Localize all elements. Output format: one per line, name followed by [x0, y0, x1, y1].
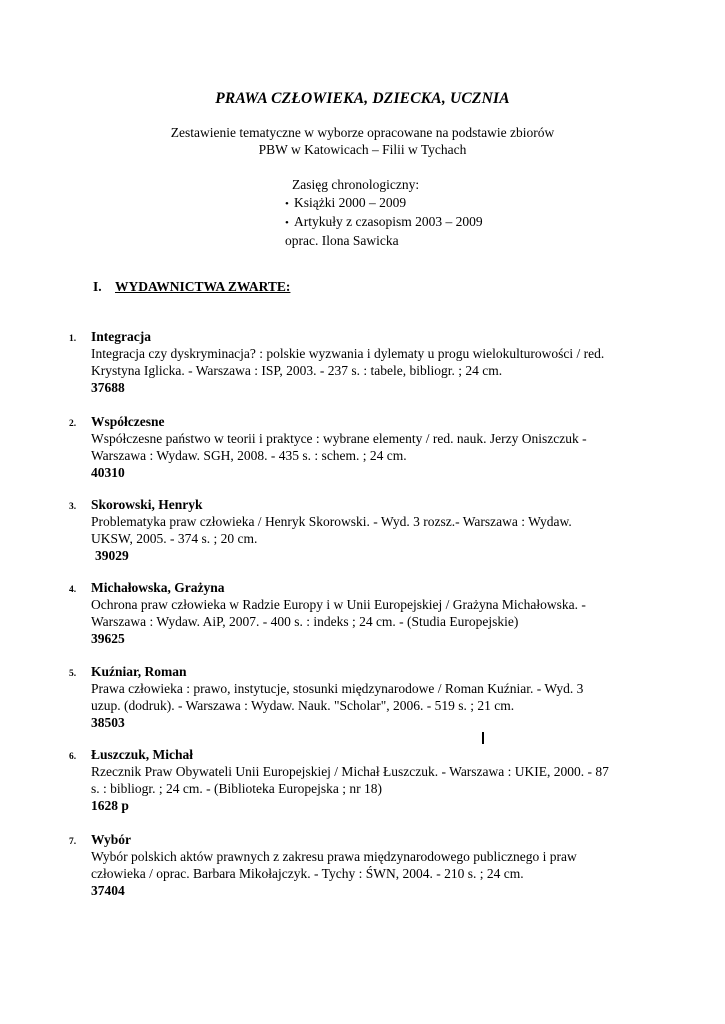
subtitle-line-1: Zestawienie tematyczne w wyborze opracowane na podstawie zbiorów	[170, 125, 555, 140]
chronological-scope	[285, 176, 483, 249]
entry-line: człowieka / oprac. Barbara Mikołajczyk. - Tychy : ŚWN, 2004. - 210 s. ; 24 cm.	[91, 866, 524, 881]
entry-number: 7.	[69, 837, 77, 847]
entry-heading: Kuźniar, Roman	[91, 664, 187, 679]
entry-number: 2.	[69, 419, 77, 429]
document-title: PRAWA CZŁOWIEKA, DZIECKA, UCZNIA	[215, 90, 510, 107]
section-label: WYDAWNICTWA ZWARTE:	[115, 279, 291, 294]
entry-heading: Współczesne	[91, 414, 165, 429]
entry-signature: 37404	[91, 883, 125, 898]
entry-heading: Łuszczuk, Michał	[91, 747, 194, 762]
entry-heading: Michałowska, Grażyna	[91, 580, 225, 595]
entry-heading: Wybór	[91, 832, 131, 847]
entry-signature: 40310	[91, 465, 125, 480]
section-heading	[93, 278, 290, 295]
entry-line: Wybór polskich aktów prawnych z zakresu prawa międzynarodowego publicznego i praw	[91, 849, 577, 864]
entry-line: Warszawa : Wydaw. SGH, 2008. - 435 s. : schem. ; 24 cm.	[91, 448, 407, 463]
entry-number: 1.	[69, 334, 77, 344]
entry-number: 3.	[69, 502, 77, 512]
entry-line: Prawa człowieka : prawo, instytucje, stosunki międzynarodowe / Roman Kuźniar. - Wyd. 3	[91, 681, 584, 696]
bullet-icon: •	[285, 198, 289, 210]
section-number: I.	[93, 279, 102, 294]
entry-signature: 39625	[91, 631, 125, 646]
entry-line: UKSW, 2005. - 374 s. ; 20 cm.	[91, 531, 258, 546]
scope-books	[285, 194, 483, 213]
entry-heading: Integracja	[91, 329, 151, 344]
entry-line: Warszawa : Wydaw. AiP, 2007. - 400 s. : indeks ; 24 cm. - (Studia Europejskie)	[91, 614, 519, 629]
subtitle-line-2: PBW w Katowicach – Filii w Tychach	[258, 142, 467, 157]
entry-line: Problematyka praw człowieka / Henryk Skorowski. - Wyd. 3 rozsz.- Warszawa : Wydaw.	[91, 514, 572, 529]
entry-line: Integracja czy dyskryminacja? : polskie wyzwania i dylematy u progu wielokulturowości / red.	[91, 346, 605, 361]
entry-signature: 37688	[91, 380, 125, 395]
entry-number: 6.	[69, 752, 77, 762]
entry-line: uzup. (dodruk). - Warszawa : Wydaw. Nauk. "Scholar", 2006. - 519 s. ; 21 cm.	[91, 698, 515, 713]
entry-line: Krystyna Iglicka. - Warszawa : ISP, 2003. - 237 s. : tabele, bibliogr. ; 24 cm.	[91, 363, 503, 378]
bullet-icon: •	[285, 217, 289, 229]
entry-line: Współczesne państwo w teorii i praktyce : wybrane elementy / red. nauk. Jerzy Oniszczuk -	[91, 431, 587, 446]
entry-line: Rzecznik Praw Obywateli Unii Europejskiej / Michał Łuszczuk. - Warszawa : UKIE, 2000. - 87	[91, 764, 609, 779]
entry-signature: 38503	[91, 715, 125, 730]
scope-articles-text: Artykuły z czasopism 2003 – 2009	[294, 214, 483, 229]
scope-books-text: Książki 2000 – 2009	[294, 195, 407, 210]
scope-author: oprac. Ilona Sawicka	[285, 233, 399, 248]
entry-number: 5.	[69, 669, 77, 679]
entry-number: 4.	[69, 585, 77, 595]
scope-heading: Zasięg chronologiczny:	[292, 177, 420, 192]
entry-heading: Skorowski, Henryk	[91, 497, 203, 512]
subtitle	[0, 124, 725, 158]
scope-articles	[285, 213, 483, 232]
text-cursor-icon	[482, 732, 484, 744]
entry-line: Ochrona praw człowieka w Radzie Europy i w Unii Europejskiej / Grażyna Michałowska. -	[91, 597, 586, 612]
entry-signature: 1628 p	[91, 798, 129, 813]
entry-line: s. : bibliogr. ; 24 cm. - (Biblioteka Europejska ; nr 18)	[91, 781, 382, 796]
entry-signature: 39029	[95, 548, 129, 563]
